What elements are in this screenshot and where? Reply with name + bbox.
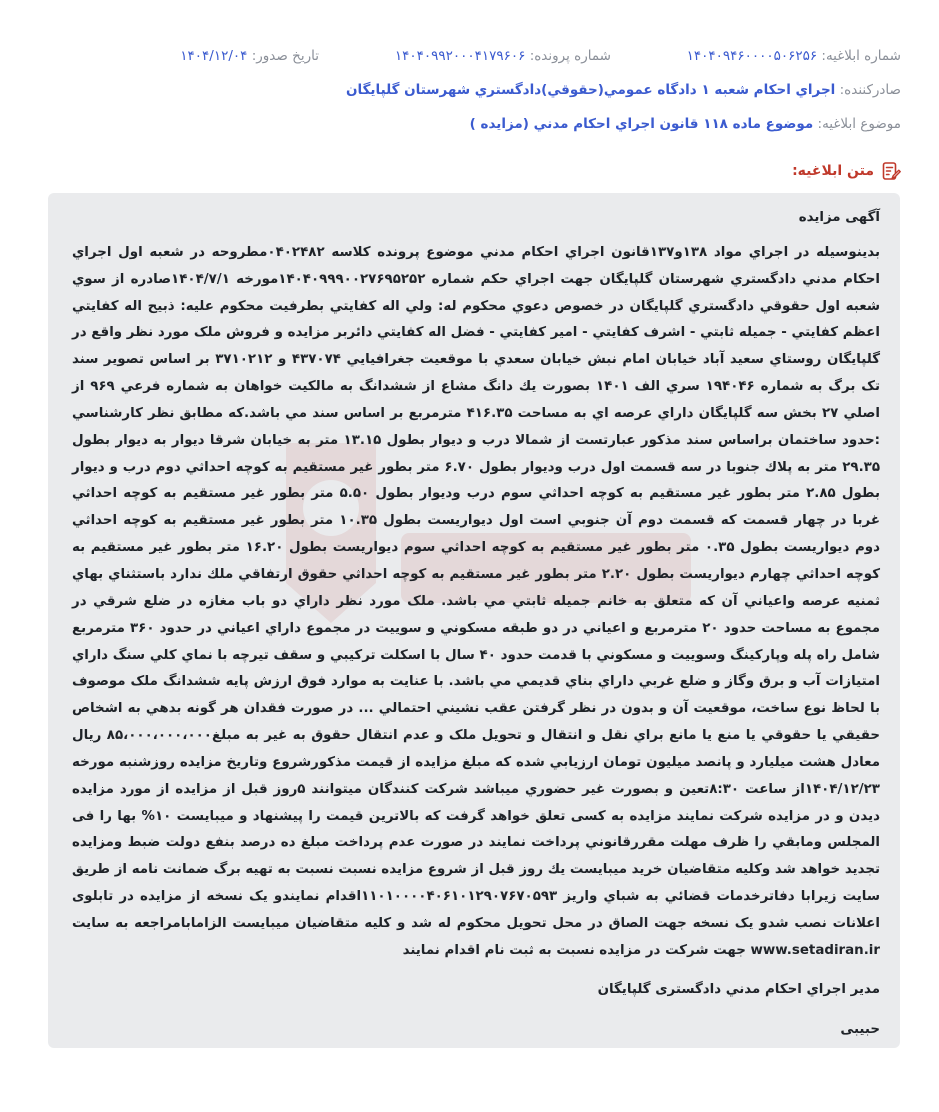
- issue-date-label: تاريخ صدور:: [251, 48, 319, 64]
- issue-date: [180, 44, 319, 68]
- notice-text-box: [48, 193, 900, 1048]
- notice-title: آگهی مزایده: [798, 210, 880, 225]
- subject-value: موضوع ماده ۱۱۸ قانون اجراي احکام مدني (مزايده ): [469, 116, 814, 132]
- notice-number: [687, 44, 901, 68]
- notice-content: [72, 205, 880, 1044]
- signer-name: حبيبی: [840, 1022, 880, 1038]
- document-edit-icon: [881, 161, 901, 181]
- meta-row-subject: [40, 112, 901, 136]
- subject-label: موضوع ابلاغيه:: [817, 116, 901, 132]
- case-number-value: ۱۴۰۴۰۹۹۲۰۰۰۴۱۷۹۶۰۶: [394, 48, 526, 64]
- issue-date-value: ۱۴۰۴/۱۲/۰۴: [180, 48, 248, 64]
- notice-body: بدينوسيله در اجراي مواد ۱۳۸و۱۳۷قانون اجراي احکام مدني موضوع پرونده کلاسه ۰۴۰۲۴۸۲مطروحه در شعبه اول اجراي احکام مدني دادگستري شهرستان گلپايگان جهت اجراي حکم شماره ۱۴۰۴۰۹۹۹۰۰۲۷۶۹۵۲۵۲مورخه ۱۴۰۴/۷/۱صادره از سوي شعبه اول حقوقي دادگستري گلپايگان در خصوص دعوي محکوم له: ولي اله کفايتي بطرفيت محکوم عليه: ذبيح اله کفايتي اعظم کفايتي - جميله ثابتي - اشرف کفايتي - امير کفايتي - فضل اله کفايتي دائربر مزايده و فروش ملک مورد نظر واقع در گلپايگان روستاي سعيد آباد خيابان امام نبش خيابان سعدي با موقعيت جغرافيايي ۴۳۷۰۷۴ و ۳۷۱۰۲۱۲ بر اساس تصوير سند تک برگ به شماره ۱۹۴۰۴۶ سري الف ۱۴۰۱ بصورت يك دانگ مشاع از ششدانگ به مالکيت خواهان به شماره فرعي ۹۶۹ از اصلي ۲۷ بخش سه گلپايگان داراي عرصه اي به مساحت ۴۱۶.۳۵ مترمربع بر اساس سند مي باشد.که مطابق نظر کارشناسي :حدود ساختمان براساس سند مذکور عبارتست از شمالا درب و ديوار بطول ۱۳.۱۵ متر به خيابان شرقا ديوار به ديوار بطول ۲۹.۳۵ متر به پلاك جنوبا در سه قسمت اول درب وديوار بطول ۶.۷۰ متر بطور غير مستقيم به كوچه احداثي دوم درب و ديوار بطول ۲.۸۵ متر بطور غير مستقيم به كوچه احداثي سوم درب وديوار بطول ۵.۵۰ متر بطور غير مستقيم به كوچه احداثي غربا در چهار قسمت که قسمت دوم آن جنوبي است اول ديواريست بطول ۱۰.۳۵ متر بطور غير مستقيم به كوچه احداثي دوم ديواريست بطول ۰.۳۵ متر بطور غير مستقيم به کوچه احداثي سوم ديواريست بطول ۱۶.۲۰ متر بطور غير مستقيم به كوچه احداثي چهارم ديواريست بطول ۲.۲۰ متر بطور غير مستقيم به کوچه احداثي حقوق ارتفاقي ملك ندارد باستثناي بهاي ثمنيه عرصه واعياني آن که متعلق به خانم جميله ثابتي مي باشد. ملک مورد نظر داراي دو باب مغازه در ضلع شرقي در مجموع به مساحت حدود ۲۰ مترمربع و اعياني در دو طبقه مسکوني و سوييت در مجموع داراي اعياني در حدود ۳۶۰ مترمربع شامل راه پله وپارکينگ وسوييت و مسکوني با قدمت حدود ۴۰ سال با اسکلت ترکيبي و سقف تيرچه با نماي کلي سنگ داراي امتيازات آب و برق وگاز و ضلع غربي داراي بناي قديمي مي باشد. با عنايت به موارد فوق ارزش پايه ششدانگ ملک موصوف با لحاظ نوع ساخت، موقعيت آن و بدون در نظر گرفتن عقب نشيني احتمالي ... در صورت فقدان هر گونه بدهي به اشخاص حقيقي يا حقوقي يا منع يا مانع براي نقل و انتقال و تحويل ملک و عدم انتقال حقوق به غير به مبلغ۸۵،۰۰۰،۰۰۰،۰۰۰ ريال معادل هشت ميليارد و پانصد ميليون تومان ارزيابي شده که مبلغ مزايده از قيمت مذکورشروع وتاريخ مزايده روزشنبه مورخه ۱۴۰۴/۱۲/۲۳از ساعت ۸:۳۰تعين و بصورت غير حضوري ميباشد شرکت کنندگان ميتوانند ۵روز قبل از مزايده از مورد مزايده ديدن و در مزايده شركت نمايند مزايده به کسی تعلق خواهد گرفت كه بالاترين قيمت را پيشنهاد و ميبايست ۱۰% بها را فی المجلس ومابقي را ظرف مهلت مقررقانوني پرداخت نمايند در صورت عدم پرداخت مبلغ ده درصد بنفع دولت ضبط ومزايده تجديد خواهد شد وكليه متقاضيان خريد ميبايست يك روز قبل از شروع مزايده نسبت نسبت به تهيه برگ ضمانت نامه از طريق سايت زيرابا دفاترخدمات قضائي به شباي واريز ۱۱۰۱۰۰۰۰۴۰۶۱۰۱۲۹۰۷۶۷۰۵۹۳اقدام نمايندو يک نسخه از مزايده در تابلوی اعلانات نصب شدو يک نسخه جهت الصاق در محل تحويل محکوم له شد و کليه متقاضيان ميبايست الزامابامراجعه به سايت www.setadiran.ir جهت شرکت در مزايده نسبت به ثبت نام اقدام نمايند: [72, 244, 881, 958]
- case-number: [395, 44, 611, 68]
- notice-text-heading-label: متن ابلاغيه:: [792, 163, 874, 179]
- meta-row-numbers: [40, 44, 901, 68]
- notice-number-label: شماره ابلاغيه:: [821, 48, 901, 64]
- issuer-value: اجراي احکام شعبه ۱ دادگاه عمومي(حقوقي)دادگستري شهرستان گلپايگان: [345, 82, 836, 98]
- notice-number-value: ۱۴۰۴۰۹۴۶۰۰۰۰۵۰۶۲۵۶: [686, 48, 818, 64]
- signer-title: مدير اجراي احکام مدني دادگستری گلپايگان: [597, 981, 880, 997]
- case-number-label: شماره پرونده:: [529, 48, 611, 64]
- meta-row-issuer: [40, 78, 901, 102]
- notice-text-heading: [792, 158, 901, 184]
- issuer-label: صادرکننده:: [839, 82, 901, 98]
